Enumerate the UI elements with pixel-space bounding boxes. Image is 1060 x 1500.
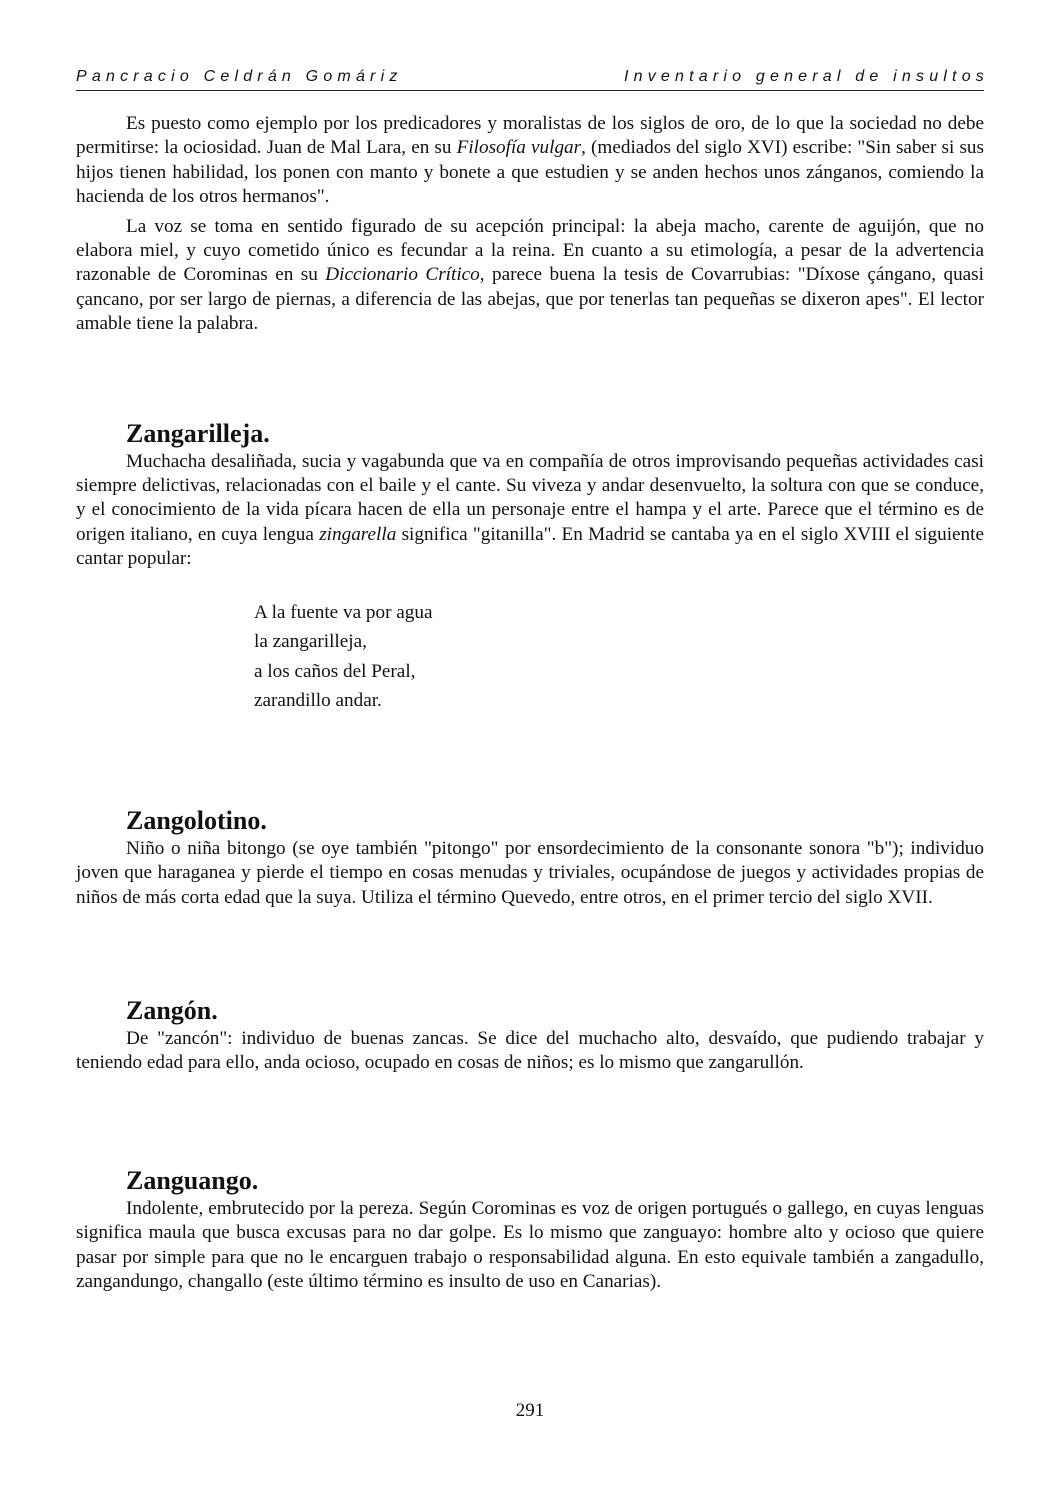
running-header bbox=[76, 66, 989, 91]
entry-heading-zangarilleja: Zangarilleja. bbox=[126, 418, 270, 448]
intro-paragraph-2: La voz se toma en sentido figurado de su acepción principal: la abeja macho, carente de aguijón, que no elabora miel, y cuyo cometido único es fecundar a la reina. En cuanto a su etimología, a pesar de la advertencia razonable de Corominas en su Diccionario Crítico, parece buena la tesis de Covarrubias: "Díxose çángano, quasi çancano, por ser largo de piernas, a diferencia de las abejas, que por tenerlas tan pequeñas se dixeron apes". El lector amable tiene la palabra. bbox=[76, 215, 984, 335]
entry-heading-zangon: Zangón. bbox=[126, 995, 218, 1025]
italic-work-title: Filosofía vulgar bbox=[456, 137, 582, 159]
page-number: 291 bbox=[515, 1400, 545, 1421]
italic-term: zingarella bbox=[319, 523, 397, 545]
italic-work-title: Diccionario Crítico bbox=[325, 264, 480, 286]
verse-line: a los caños del Peral, bbox=[254, 660, 416, 682]
verse-line: la zangarilleja, bbox=[254, 631, 367, 653]
header-title: Inventario general de insultos bbox=[623, 68, 989, 85]
verse-line: A la fuente va por agua bbox=[254, 601, 433, 623]
header-author: Pancracio Celdrán Gomáriz bbox=[76, 68, 403, 85]
verse-line: zarandillo andar. bbox=[254, 690, 382, 712]
entry-text-zanguango: Indolente, embrutecido por la pereza. Según Corominas es voz de origen portugués o gallego, en cuyas lenguas significa maula que busca excusas para no dar golpe. Es lo mismo que zanguayo: hombre alto y ocioso que quiere pasar por simple para que no le encarguen trabajo o responsabilidad alguna. En esto equivale también a zangadullo, zangandungo, changallo (este último término es insulto de uso en Canarias). bbox=[76, 1197, 984, 1292]
entry-heading-zangolotino: Zangolotino. bbox=[126, 805, 267, 835]
entry-text-zangolotino: Niño o niña bitongo (se oye también "pitongo" por ensordecimiento de la consonante sonora "b"); individuo joven que haraganea y pierde el tiempo en cosas menudas y triviales, ocupándose de juegos y actividades propias de niños de más corta edad que la suya. Utiliza el término Quevedo, entre otros, en el primer tercio del siglo XVII. bbox=[76, 837, 984, 908]
verse-quote bbox=[254, 598, 984, 716]
page-body bbox=[76, 112, 984, 1294]
entry-text-zangarilleja: Muchacha desaliñada, sucia y vagabunda que va en compañía de otros improvisando pequeñas actividades casi siempre delictivas, relacionadas con el baile y el cante. Su viveza y andar desenvuelto, la soltura con que se conduce, y el conocimiento de la vida pícara hacen de ella un personaje entre el hampa y el arte. Parece que el término es de origen italiano, en cuya lengua zingarella significa "gitanilla". En Madrid se cantaba ya en el siglo XVIII el siguiente cantar popular: bbox=[76, 450, 984, 570]
intro-paragraph-1: Es puesto como ejemplo por los predicadores y moralistas de los siglos de oro, de lo que la sociedad no debe permitirse: la ociosidad. Juan de Mal Lara, en su Filosofía vulgar, (mediados del siglo XVI) escribe: "Sin saber si sus hijos tienen habilidad, los ponen con manto y bonete a que estudien y se anden hechos unos zánganos, comiendo la hacienda de los otros hermanos". bbox=[76, 113, 984, 208]
entry-heading-zanguango: Zanguango. bbox=[126, 1165, 259, 1195]
entry-text-zangon: De "zancón": individuo de buenas zancas. Se dice del muchacho alto, desvaído, que pudiendo trabajar y teniendo edad para ello, anda ocioso, ocupado en cosas de niños; es lo mismo que zangarullón. bbox=[76, 1027, 984, 1074]
